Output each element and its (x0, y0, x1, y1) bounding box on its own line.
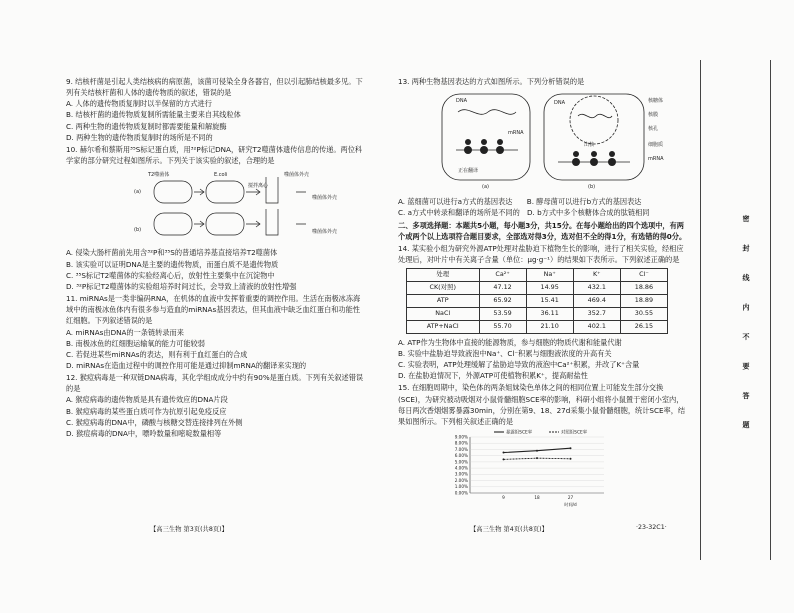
label-phage-coat: 噬菌体外壳 (284, 172, 310, 179)
legend-label: 对照组SCE率 (561, 430, 588, 436)
data-point (536, 450, 538, 452)
option-c: C. ³⁵S标记T2噬菌体的实验经离心后，放射性主要集中在沉淀物中 (66, 270, 275, 280)
label-phage-coat-3: 噬菌体外壳 (312, 229, 338, 236)
label-a: (a) (482, 184, 489, 191)
binding-line (770, 60, 771, 560)
y-tick-label: 1.00% (454, 484, 468, 490)
binding-line (700, 60, 701, 560)
table-header: Na⁺ (526, 269, 573, 282)
question-stem: 14. 某实验小组为研究外源ATP处理对盐胁迫下植物生长的影响，进行了相关实验，经相应处理后，对叶片中有关离子含量（单位：μg·g⁻¹）的结果如下表所示。下列叙述正确的是 (398, 243, 684, 265)
option-c: C. 实验表明，ATP处理缓解了盐胁迫导致的液泡中Ca²⁺积累，并改了K⁺含量 (398, 360, 640, 370)
option-b: B. 该实验可以证明DNA是主要的遗传物质，而蛋白质不是遗传物质 (66, 259, 279, 269)
data-point (503, 459, 505, 461)
option-b: B. 酵母菌可以进行b方式的基因表达 (526, 197, 642, 207)
option-c-d (398, 207, 690, 218)
question-11 (66, 293, 366, 371)
option-a: A. 人体的遗传物质复制时以半保留的方式进行 (66, 99, 212, 109)
label-nuclear-pore: 核孔 (648, 126, 659, 133)
option-b: B. 实验中盐胁迫导致液泡中Na⁺、Cl⁻积累与细胞液浓度的升高有关 (398, 349, 612, 359)
question-9 (66, 76, 366, 143)
y-tick-label: 5.00% (454, 459, 468, 465)
footer-code: ·23-32C1· (636, 524, 667, 531)
table-cell: 26.15 (620, 320, 667, 333)
label-ribosome: 核糖体 (648, 98, 664, 105)
label-a: (a) (134, 189, 141, 196)
phage-experiment-figure (66, 169, 366, 241)
table-cell: 14.95 (526, 282, 573, 295)
table-header: 处理 (407, 269, 480, 282)
label-mrna-b: mRNA (648, 156, 664, 163)
table-cell: 47.12 (479, 282, 526, 295)
x-tick-label: 18 (534, 495, 540, 501)
table-cell: 36.11 (526, 308, 573, 321)
table-row (407, 308, 668, 321)
x-tick-label: 27 (567, 495, 574, 501)
table-cell: 469.4 (573, 295, 620, 308)
label-dna-a: DNA (456, 98, 468, 105)
question-15 (398, 382, 690, 512)
label-translating: 正在翻译 (458, 168, 479, 175)
option-a: A. 猴痘病毒的遗传物质是具有遗传效应的DNA片段 (66, 395, 228, 405)
label-ecoli: E.coli (214, 172, 228, 179)
table-cell: 432.1 (573, 282, 620, 295)
y-tick-label: 4.00% (454, 465, 468, 471)
option-c: C. 若促进某些miRNAs的表达，则有利于血红蛋白的合成 (66, 349, 248, 359)
option-a: A. ATP作为生物体中直接的能源物质，参与细胞的物质代谢和能量代谢 (398, 337, 622, 347)
question-stem: 11. miRNAs是一类非编码RNA，在机体的血液中发挥着重要的调控作用。生活在南极冰冻海域中的南极冰鱼体内有很多参与造血的miRNAs基因表达，但其血液中缺乏血红蛋白和功能性红细胞。下列叙述错误的是 (66, 294, 361, 326)
label-exit-nucleus: 出核 (584, 142, 595, 149)
table-cell: 55.70 (479, 320, 526, 333)
table-cell: ATP+NaCl (407, 320, 480, 333)
option-b: B. 猴痘病毒的某些蛋白质可作为抗原引起免疫反应 (66, 406, 227, 416)
table-cell: 352.7 (573, 308, 620, 321)
option-c: C. 猴痘病毒的DNA中，磷酸与核糖交替连接排列在外侧 (66, 417, 243, 427)
question-10 (66, 144, 366, 292)
data-point (503, 452, 505, 454)
label-nuclear-membrane: 核膜 (648, 112, 659, 119)
label-b: (b) (134, 227, 142, 234)
y-tick-label: 9.00% (454, 434, 468, 440)
right-column (398, 76, 690, 513)
data-point (536, 457, 538, 459)
sce-rate-chart (444, 427, 614, 509)
footer-right: 【高三生物 第4页(共8页)】 (470, 526, 548, 533)
y-tick-label: 0.00% (454, 490, 468, 496)
option-c: C. a方式中转录和翻译的场所是不同的 (398, 208, 520, 218)
table-cell: 18.89 (620, 295, 667, 308)
table-cell: ATP (407, 295, 480, 308)
question-stem: 9. 结核杆菌是引起人类结核病的病原菌，该菌可侵染全身各器官，但以引起肺结核最多见。下列有关结核杆菌和人体的遗传物质的叙述，错误的是 (66, 77, 363, 98)
table-cell: 65.92 (479, 295, 526, 308)
table-cell: 15.41 (526, 295, 573, 308)
footer-left: 【高三生物 第3页(共8页)】 (150, 526, 228, 533)
y-tick-label: 6.00% (454, 453, 468, 459)
option-a-b (398, 196, 690, 207)
label-b: (b) (588, 184, 596, 191)
table-cell: 53.59 (479, 308, 526, 321)
x-axis-label: 时间/d (564, 502, 577, 508)
question-stem: 12. 猴痘病毒是一种双链DNA病毒，其化学组成成分中约有90%是蛋白质。下列有关叙述错误的是 (66, 373, 364, 394)
section-heading-multi: 二、多项选择题：本题共5小题，每小题3分，共15分。在每小题给出的四个选项中，有两个或两个以上选项符合题目要求，全部选对得3分，选对但不全的得1分，有选错的得0分。 (398, 220, 687, 241)
table-cell: 402.1 (573, 320, 620, 333)
question-14 (398, 243, 690, 382)
table-cell: 21.10 (526, 320, 573, 333)
option-d: D. miRNAs在造血过程中的调控作用可能是通过抑制mRNA的翻译来实现的 (66, 360, 307, 370)
left-column (66, 76, 366, 440)
option-d: D. 在盐胁迫情况下，外源ATP可使植物积累K⁺，提高耐盐性 (398, 371, 588, 381)
data-point (570, 447, 572, 449)
option-b: B. 南极冰鱼的红细胞运输氧的能力可能较弱 (66, 338, 205, 348)
option-a: A. miRNAs由DNA的一条链转录而来 (66, 327, 184, 337)
seal-line-notice: 密 封 线 内 不 要 答 题 (742, 215, 750, 439)
legend-label: 暴露组SCE率 (506, 430, 533, 436)
option-a: A. 蓝细菌可以进行a方式的基因表达 (398, 197, 513, 207)
y-tick-label: 3.00% (454, 471, 468, 477)
label-dna-b: DNA (554, 100, 566, 107)
table-cell: 30.55 (620, 308, 667, 321)
option-d: D. ³²P标记T2噬菌体的实验组培养时间过长，会导致上清液的放射性增强 (66, 281, 297, 291)
option-b: B. 结核杆菌的遗传物质复制所需能量主要来自其线粒体 (66, 110, 241, 120)
table-cell: 18.86 (620, 282, 667, 295)
table-header: K⁺ (573, 269, 620, 282)
label-centrifuge: 搅拌离心 (248, 183, 269, 190)
label-cytoplasm: 细胞质 (648, 142, 664, 149)
option-d: D. 两种生物的遗传物质复制时的场所是不同的 (66, 132, 213, 142)
table-header: Ca²⁺ (479, 269, 526, 282)
y-tick-label: 8.00% (454, 440, 468, 446)
question-12 (66, 372, 366, 439)
table-header: Cl⁻ (620, 269, 667, 282)
ion-content-table (406, 268, 668, 334)
table-header-row (407, 269, 668, 282)
table-row (407, 282, 668, 295)
option-c: C. 两种生物的遗传物质复制时都需要能量和解旋酶 (66, 121, 227, 131)
data-point (570, 458, 572, 460)
table-cell: NaCl (407, 308, 480, 321)
question-stem: 13. 两种生物基因表达的方式如图所示。下列分析错误的是 (398, 77, 585, 86)
x-tick-label: 9 (502, 495, 505, 501)
label-t2-phage: T2噬菌体 (148, 172, 170, 179)
label-phage-coat-2: 噬菌体外壳 (312, 195, 338, 202)
option-a: A. 侵染大肠杆菌前先用含³²P和³⁵S的普通培养基直接培养T2噬菌体 (66, 248, 278, 258)
question-13 (398, 76, 690, 219)
option-d: D. 猴痘病毒的DNA中，嘌呤数量和嘧啶数量相等 (66, 428, 222, 438)
gene-expression-figure (398, 90, 690, 190)
table-row (407, 320, 668, 333)
label-mrna-a: mRNA (508, 130, 524, 137)
y-tick-label: 2.00% (454, 478, 468, 484)
question-stem: 10. 赫尔希和蔡斯用³⁵S标记蛋白质，用³²P标记DNA，研究T2噬菌体遗传信息的传递。两位科学家的部分研究过程如图所示。下列关于该实验的叙述，合理的是 (66, 144, 363, 166)
y-tick-label: 7.00% (454, 446, 468, 452)
table-row (407, 295, 668, 308)
table-cell: CK(对照) (407, 282, 480, 295)
option-d: D. b方式中多个核糖体合成的肽链相同 (527, 208, 650, 218)
question-stem: 15. 在细胞周期中，染色体的两条姐妹染色单体之间的相同位置上可能发生部分交换(SCE)，为研究被动吸烟对小鼠骨髓细胞SCE率的影响，科研小组将小鼠置于密闭小室内，每日两次香烟烟雾暴露30min，分别在第9、18、27d采集小鼠骨髓细胞，统计SCE率，结果如图所示。下列相关叙述正确的是 (398, 383, 686, 426)
